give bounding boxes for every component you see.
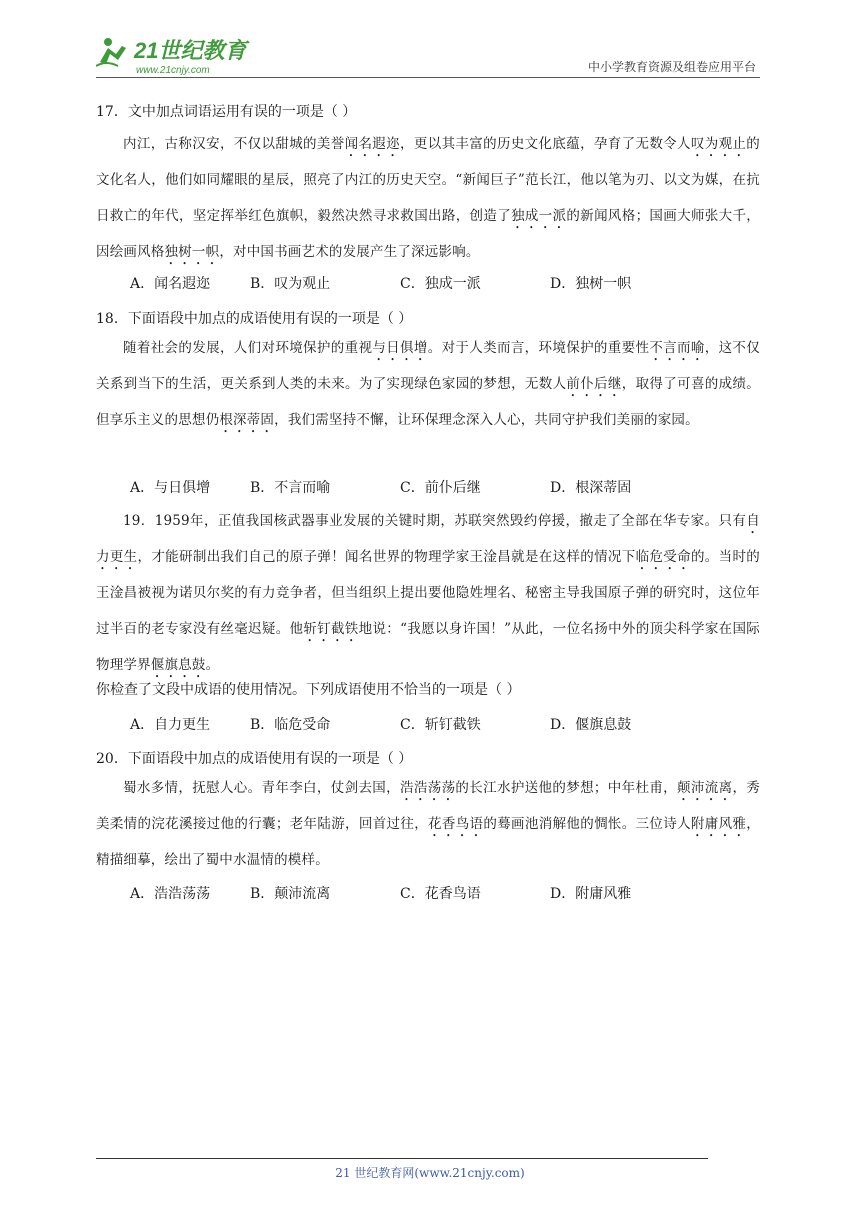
option-a[interactable]: A．浩浩荡荡 — [130, 886, 211, 902]
dotted-phrase: 不言而喻 — [649, 340, 705, 356]
page-header — [96, 36, 760, 80]
option-c[interactable]: C．花香鸟语 — [400, 886, 481, 902]
paragraph-text: ，才能研制出我们自己的原子弹！闻名世界的物理学家王淦昌就是在这样的情况下 — [137, 549, 636, 565]
question-19-options — [130, 714, 794, 734]
dotted-phrase: 独成一派 — [511, 208, 567, 224]
option-b[interactable]: B．临危受命 — [250, 717, 331, 733]
question-17-title: 17．文中加点词语运用有误的一项是（ ） — [96, 104, 357, 120]
option-d[interactable]: D．偃旗息鼓 — [550, 717, 632, 733]
question-18-options — [130, 477, 794, 497]
paragraph-text: 。对于人类而言，环境保护的重要性 — [427, 340, 650, 356]
footer-source: 21 世纪教育网(www.21cnjy.com) — [335, 1166, 525, 1180]
paragraph-text: ，这不仅关系到当下的生活，更关系到人类的未来。为了实现绿色家园的梦想，无数人 — [96, 340, 760, 392]
svg-text:www.21cnjy.com: www.21cnjy.com — [136, 65, 210, 76]
option-c[interactable]: C．斩钉截铁 — [400, 717, 481, 733]
paragraph-text: 的新闻风格；国画大师张大千，因绘画风格 — [96, 208, 760, 260]
option-d[interactable]: D．独树一帜 — [550, 276, 632, 292]
paragraph-text: ，秀美柔情的浣花溪接过他的行囊；老年陆游，回首过往， — [96, 780, 760, 832]
option-b[interactable]: B．叹为观止 — [250, 276, 331, 292]
option-a[interactable]: A．与日俱增 — [130, 480, 211, 496]
dotted-phrase: 闻名遐迩 — [344, 136, 401, 152]
dotted-phrase: 附庸风雅 — [690, 816, 747, 832]
paragraph-text: 的。当时的王淦昌被视为诺贝尔奖的有力竞争者，但当组织上提出要他隐姓埋名、秘密主导我国原子弹的研究时，这位年过半百的老专家没有丝毫迟疑。他 — [96, 549, 760, 637]
option-a[interactable]: A．闻名遐迩 — [130, 276, 211, 292]
dotted-phrase: 偃旗息鼓 — [150, 657, 206, 673]
paragraph-text: ，精描细摹，绘出了蜀中水温情的模样。 — [96, 816, 760, 868]
dotted-phrase: 浩浩荡荡 — [400, 780, 456, 796]
paragraph-text: ，更以其丰富的历史文化底蕴，孕育了无数令人 — [400, 136, 691, 152]
dotted-phrase: 与日俱增 — [372, 340, 428, 356]
platform-label: 中小学教育资源及组卷应用平台 — [587, 60, 756, 74]
paragraph-text: 地说：“我愿以身许国！”从此，一位名扬中外的顶尖科学家在国际物理学界 — [96, 621, 760, 673]
footer-divider — [96, 1158, 708, 1159]
paragraph-text: ，取得了可喜的成绩。但享乐主义的思想仍 — [96, 376, 760, 428]
paragraph-text: 蜀水多情，抚慰人心。青年李白，仗剑去国， — [123, 780, 401, 796]
svg-text:21世纪教育: 21世纪教育 — [134, 38, 247, 63]
paragraph-text: 的蓦画池消解他的惆怅。三位诗人 — [483, 816, 691, 832]
dotted-phrase: 自力更生 — [96, 513, 760, 565]
paragraph-text: ，对中国书画艺术的发展产生了深远影响。 — [219, 244, 480, 260]
dotted-phrase: 临危受命 — [635, 549, 691, 565]
question-17-paragraph — [96, 126, 760, 270]
question-19-paragraph — [96, 503, 760, 683]
dotted-phrase: 花香鸟语 — [428, 816, 484, 832]
paragraph-text: 内江，古称汉安，不仅以甜城的美誉 — [123, 136, 345, 152]
paragraph-text: 随着社会的发展，人们对环境保护的重视 — [123, 340, 373, 356]
option-b[interactable]: B．不言而喻 — [250, 480, 331, 496]
paragraph-text: 的文化名人，他们如同耀眼的星辰，照亮了内江的历史天空。“新闻巨子”范长江，他以笔为刃、以文为媒，在抗日救亡的年代，坚定挥举红色旗帜，毅然决然寻求救国出路，创造了 — [96, 136, 760, 224]
paragraph-text: 的长江水护送他的梦想；中年杜甫， — [455, 780, 678, 796]
dotted-phrase: 颠沛流离 — [677, 780, 733, 796]
option-a[interactable]: A．自力更生 — [130, 717, 211, 733]
option-b[interactable]: B．颠沛流离 — [250, 886, 331, 902]
option-c[interactable]: C．前仆后继 — [400, 480, 481, 496]
question-18-paragraph — [96, 330, 760, 438]
paragraph-text: 19．1959年，正值我国核武器事业发展的关键时期，苏联突然毁约停援，撤走了全部在华专家。只有 — [123, 513, 747, 529]
dotted-phrase: 叹为观止 — [690, 136, 747, 152]
option-c[interactable]: C．独成一派 — [400, 276, 481, 292]
dotted-phrase: 斩钉截铁 — [303, 621, 359, 637]
question-19-title: 你检查了文段中成语的使用情况。下列成语使用不恰当的一项是（ ） — [96, 682, 521, 698]
question-17-options — [130, 273, 794, 293]
site-logo — [96, 36, 266, 78]
question-20-title: 20．下面语段中加点的成语使用有误的一项是（ ） — [96, 751, 413, 767]
question-18-title: 18．下面语段中加点的成语使用有误的一项是（ ） — [96, 311, 413, 327]
dotted-phrase: 根深蒂固 — [219, 412, 275, 428]
option-d[interactable]: D．附庸风雅 — [550, 886, 632, 902]
header-divider — [96, 77, 760, 78]
question-20-paragraph — [96, 770, 760, 878]
paragraph-text: ，我们需坚持不懈，让环保理念深入人心，共同守护我们美丽的家园。 — [274, 412, 699, 428]
paragraph-text: 。 — [205, 657, 220, 673]
question-20-options — [130, 883, 794, 903]
dotted-phrase: 前仆后继 — [566, 376, 622, 392]
option-d[interactable]: D．根深蒂固 — [550, 480, 632, 496]
dotted-phrase: 独树一帜 — [164, 244, 220, 260]
